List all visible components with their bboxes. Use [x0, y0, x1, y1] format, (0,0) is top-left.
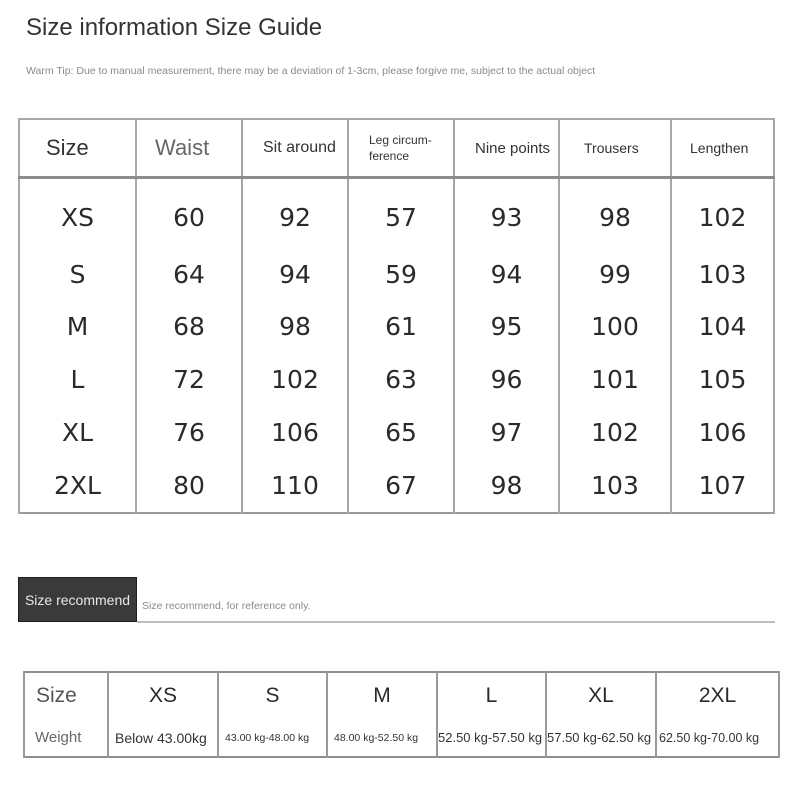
cell-lengthen: 106: [671, 406, 774, 459]
weight-m: 48.00 kg-52.50 kg: [327, 719, 437, 757]
cell-trousers: 101: [559, 353, 671, 406]
weight-table-size-row: [24, 672, 779, 719]
cell-trousers: 103: [559, 459, 671, 513]
cell-size: XL: [19, 406, 136, 459]
cell-trousers: 100: [559, 301, 671, 354]
size-2xl: 2XL: [656, 672, 779, 719]
header-nine-points: Nine points: [454, 119, 559, 178]
weight-table: [23, 671, 780, 758]
cell-lengthen: 107: [671, 459, 774, 513]
cell-sit-around: 102: [242, 353, 348, 406]
weight-xl: 57.50 kg-62.50 kg: [546, 719, 656, 757]
cell-sit-around: 92: [242, 178, 348, 248]
cell-size: 2XL: [19, 459, 136, 513]
cell-sit-around: 98: [242, 301, 348, 354]
header-size: Size: [19, 119, 136, 178]
cell-sit-around: 94: [242, 248, 348, 301]
header-lengthen: Lengthen: [671, 119, 774, 178]
cell-waist: 72: [136, 353, 242, 406]
cell-trousers: 99: [559, 248, 671, 301]
cell-nine-points: 93: [454, 178, 559, 248]
header-trousers: Trousers: [559, 119, 671, 178]
cell-sit-around: 106: [242, 406, 348, 459]
header-sit-around: Sit around: [242, 119, 348, 178]
cell-leg-circumference: 65: [348, 406, 454, 459]
weight-xs: Below 43.00kg: [108, 719, 218, 757]
table-row: [19, 459, 774, 513]
table-row: [19, 248, 774, 301]
weight-s: 43.00 kg-48.00 kg: [218, 719, 327, 757]
cell-lengthen: 103: [671, 248, 774, 301]
cell-leg-circumference: 63: [348, 353, 454, 406]
size-label: Size: [24, 672, 108, 719]
cell-nine-points: 97: [454, 406, 559, 459]
cell-trousers: 102: [559, 406, 671, 459]
size-table-header: [19, 119, 774, 178]
cell-size: M: [19, 301, 136, 354]
cell-waist: 68: [136, 301, 242, 354]
header-leg-circumference: Leg circum-ference: [348, 119, 454, 178]
size-recommend-badge: Size recommend: [18, 577, 137, 622]
page-title: Size information Size Guide: [26, 14, 323, 41]
cell-nine-points: 95: [454, 301, 559, 354]
size-s: S: [218, 672, 327, 719]
cell-size: L: [19, 353, 136, 406]
cell-waist: 64: [136, 248, 242, 301]
size-m: M: [327, 672, 437, 719]
cell-nine-points: 96: [454, 353, 559, 406]
cell-nine-points: 94: [454, 248, 559, 301]
header-waist: Waist: [136, 119, 242, 178]
cell-lengthen: 102: [671, 178, 774, 248]
size-recommend-note: Size recommend, for reference only.: [142, 600, 311, 612]
size-l: L: [437, 672, 546, 719]
cell-size: S: [19, 248, 136, 301]
cell-sit-around: 110: [242, 459, 348, 513]
cell-nine-points: 98: [454, 459, 559, 513]
cell-leg-circumference: 59: [348, 248, 454, 301]
cell-leg-circumference: 61: [348, 301, 454, 354]
table-row: [19, 353, 774, 406]
cell-leg-circumference: 67: [348, 459, 454, 513]
cell-lengthen: 105: [671, 353, 774, 406]
cell-waist: 76: [136, 406, 242, 459]
table-row: [19, 406, 774, 459]
table-row: [19, 178, 774, 248]
cell-waist: 80: [136, 459, 242, 513]
table-row: [19, 301, 774, 354]
weight-label: Weight: [24, 719, 108, 757]
weight-table-weight-row: [24, 719, 779, 757]
weight-l: 52.50 kg-57.50 kg: [437, 719, 546, 757]
cell-trousers: 98: [559, 178, 671, 248]
weight-2xl: 62.50 kg-70.00 kg: [656, 719, 779, 757]
size-xl: XL: [546, 672, 656, 719]
divider: [137, 621, 775, 623]
size-table: [18, 118, 775, 514]
cell-size: XS: [19, 178, 136, 248]
size-xs: XS: [108, 672, 218, 719]
cell-waist: 60: [136, 178, 242, 248]
cell-lengthen: 104: [671, 301, 774, 354]
cell-leg-circumference: 57: [348, 178, 454, 248]
warm-tip: Warm Tip: Due to manual measurement, there may be a deviation of 1-3cm, please forgive me, subject to the actual object: [26, 65, 596, 77]
